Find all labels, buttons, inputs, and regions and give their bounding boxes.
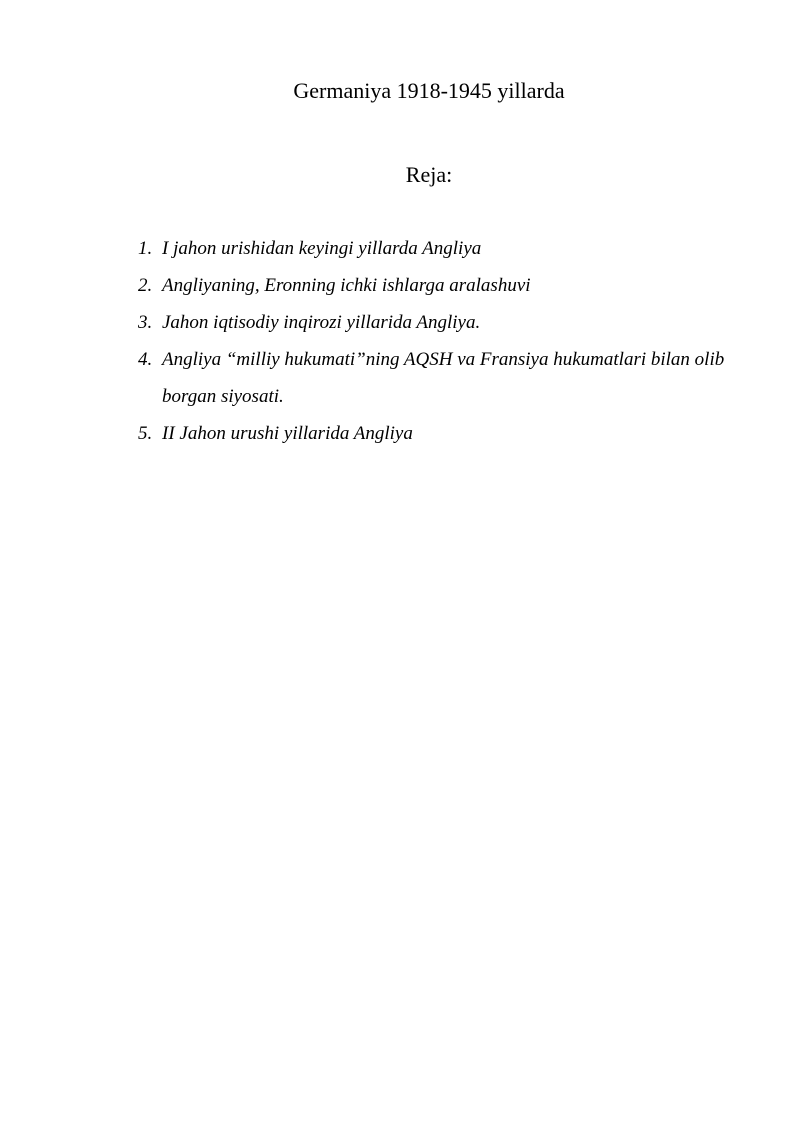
plan-heading: Reja:	[405, 162, 453, 187]
plan-item-number: 4.	[138, 349, 153, 370]
plan-item-text: Angliyaning, Eronning ichki ishlarga aralashuvi	[162, 275, 531, 296]
plan-item-text: Angliya “milliy hukumati”ning AQSH va Fransiya hukumatlari bilan olib borgan siyosati.	[162, 349, 725, 407]
plan-item-number: 2.	[138, 275, 153, 296]
plan-item-number: 3.	[138, 312, 153, 333]
plan-item-text: I jahon urishidan keyingi yillarda Angliya	[162, 238, 482, 259]
plan-item-3	[138, 304, 758, 341]
plan-item-text: II Jahon urushi yillarida Angliya	[162, 423, 413, 444]
plan-item-4	[138, 341, 758, 415]
plan-item-5	[138, 415, 758, 452]
plan-item-number: 5.	[138, 423, 153, 444]
document-title: Germaniya 1918-1945 yillarda	[293, 78, 565, 103]
plan-item-1	[138, 230, 758, 267]
plan-item-2	[138, 267, 758, 304]
plan-item-number: 1.	[138, 238, 153, 259]
plan-item-text: Jahon iqtisodiy inqirozi yillarida Angliya.	[162, 312, 481, 333]
plan-list	[138, 230, 758, 452]
